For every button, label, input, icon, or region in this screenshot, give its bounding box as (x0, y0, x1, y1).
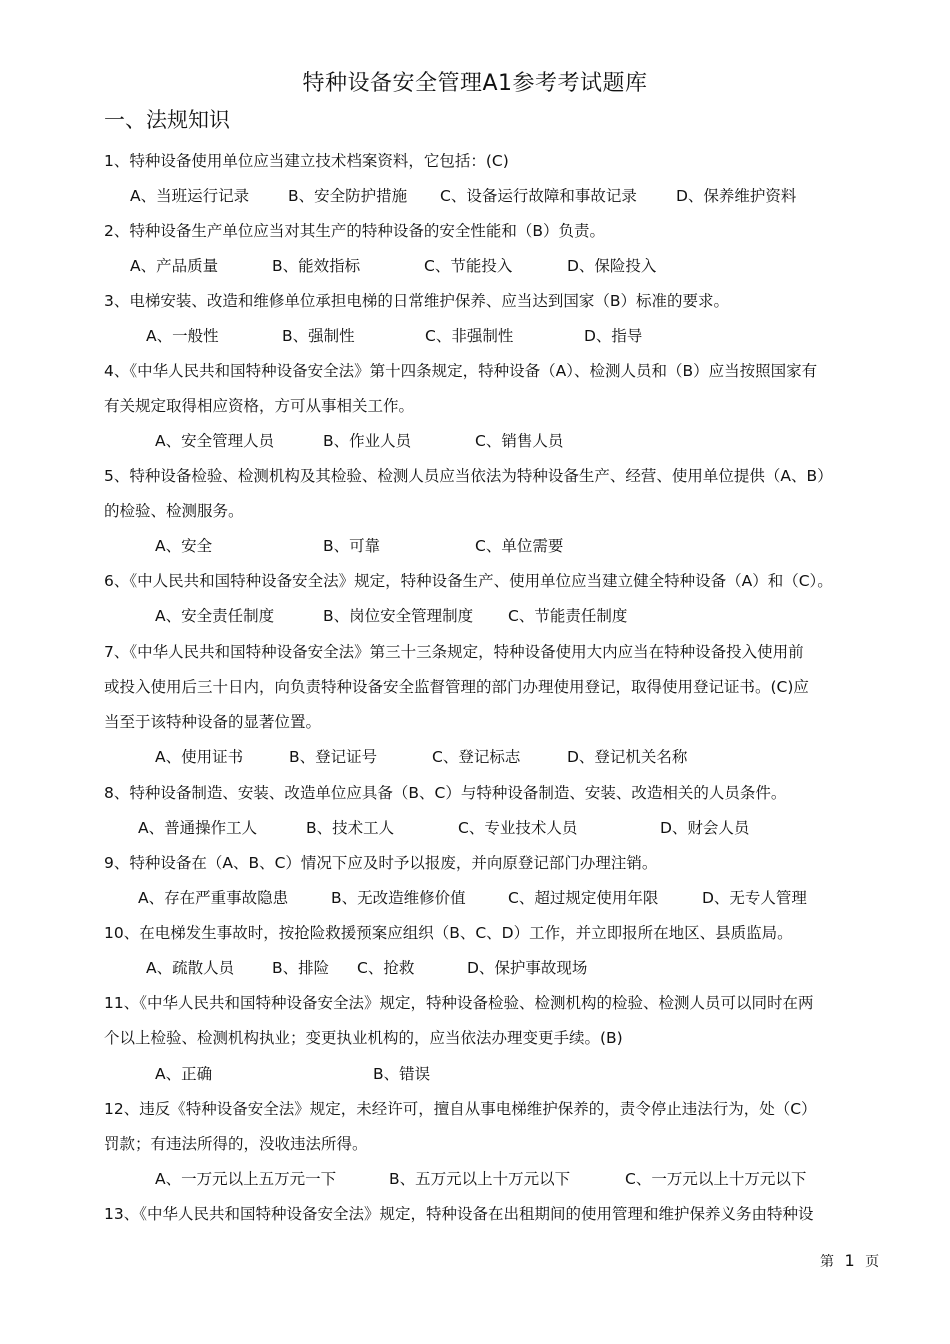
question-5-continued: 的检验、检测服务。 (104, 502, 244, 520)
question-6: 6、《中人民共和国特种设备安全法》规定，特种设备生产、使用单位应当建立健全特种设备（A）和（C）。 (104, 572, 833, 590)
option-d: D、保险投入 (567, 257, 657, 275)
option-a: A、当班运行记录 (130, 187, 250, 205)
footer-suffix: 页 (865, 1254, 880, 1270)
footer-prefix: 第 (820, 1254, 834, 1270)
option-c: C、销售人员 (475, 432, 564, 450)
question-4-continued: 有关规定取得相应资格，方可从事相关工作。 (104, 397, 415, 415)
document-title: 特种设备安全管理A1参考考试题库 (302, 71, 648, 96)
question-12-continued: 罚款；有违法所得的，没收违法所得。 (104, 1135, 368, 1153)
question-10: 10、在电梯发生事故时，按抢险救援预案应组织（B、C、D）工作，并立即报所在地区、县质监局。 (104, 924, 793, 942)
question-1: 1、特种设备使用单位应当建立技术档案资料，它包括：(C) (104, 152, 509, 170)
question-4: 4、《中华人民共和国特种设备安全法》第十四条规定，特种设备（A）、检测人员和（B）应当按照国家有 (104, 362, 818, 380)
option-b: B、无改造维修价值 (331, 889, 466, 907)
question-7: 7、《中华人民共和国特种设备安全法》第三十三条规定，特种设备使用大内应当在特种设备投入使用前 (104, 643, 804, 661)
option-c: C、专业技术人员 (458, 819, 578, 837)
section-heading: 一、法规知识 (104, 108, 230, 132)
option-c: C、设备运行故障和事故记录 (440, 187, 637, 205)
option-c: C、超过规定使用年限 (508, 889, 659, 907)
question-12: 12、违反《特种设备安全法》规定，未经许可，擅自从事电梯维护保养的，责令停止违法行为，处（C） (104, 1100, 817, 1118)
question-11-continued: 个以上检验、检测机构执业；变更执业机构的，应当依法办理变更手续。(B) (104, 1029, 623, 1047)
question-8: 8、特种设备制造、安装、改造单位应具备（B、C）与特种设备制造、安装、改造相关的人员条件。 (104, 784, 787, 802)
question-7-continued: 或投入使用后三十日内，向负责特种设备安全监督管理的部门办理使用登记，取得使用登记证书。(C)应 (104, 678, 809, 696)
option-b: B、岗位安全管理制度 (323, 607, 474, 625)
option-d: D、保养维护资料 (676, 187, 797, 205)
option-b: B、登记证号 (289, 748, 378, 766)
option-a: A、安全管理人员 (155, 432, 275, 450)
option-b: B、安全防护措施 (288, 187, 408, 205)
option-c: C、节能投入 (424, 257, 513, 275)
option-b: B、技术工人 (306, 819, 395, 837)
option-a: A、普通操作工人 (138, 819, 258, 837)
option-b: B、强制性 (282, 327, 355, 345)
question-9: 9、特种设备在（A、B、C）情况下应及时予以报废，并向原登记部门办理注销。 (104, 854, 658, 872)
option-a: A、安全 (155, 537, 213, 555)
option-b: B、作业人员 (323, 432, 412, 450)
option-a: A、正确 (155, 1065, 213, 1083)
option-c: C、登记标志 (432, 748, 521, 766)
question-7-continued-2: 当至于该特种设备的显著位置。 (104, 713, 322, 731)
question-5: 5、特种设备检验、检测机构及其检验、检测人员应当依法为特种设备生产、经营、使用单位提供（A、B） (104, 467, 833, 485)
question-2: 2、特种设备生产单位应当对其生产的特种设备的安全性能和（B）负责。 (104, 222, 605, 240)
option-b: B、可靠 (323, 537, 381, 555)
option-a: A、一万元以上五万元一下 (155, 1170, 337, 1188)
option-d: D、指导 (584, 327, 643, 345)
page-footer (820, 1251, 879, 1271)
option-a: A、安全责任制度 (155, 607, 275, 625)
page-number: 1 (844, 1251, 855, 1270)
option-c: C、抢救 (357, 959, 415, 977)
question-11: 11、《中华人民共和国特种设备安全法》规定，特种设备检验、检测机构的检验、检测人员可以同时在两 (104, 994, 814, 1012)
option-c: C、一万元以上十万元以下 (625, 1170, 807, 1188)
option-c: C、单位需要 (475, 537, 564, 555)
option-a: A、产品质量 (130, 257, 219, 275)
option-d: D、保护事故现场 (467, 959, 588, 977)
option-b: B、能效指标 (272, 257, 361, 275)
question-13: 13、《中华人民共和国特种设备安全法》规定，特种设备在出租期间的使用管理和维护保养义务由特种设 (104, 1205, 814, 1223)
question-3: 3、电梯安装、改造和维修单位承担电梯的日常维护保养、应当达到国家（B）标准的要求。 (104, 292, 729, 310)
option-d: D、无专人管理 (702, 889, 807, 907)
option-a: A、使用证书 (155, 748, 244, 766)
option-c: C、节能责任制度 (508, 607, 628, 625)
option-a: A、疏散人员 (146, 959, 235, 977)
option-d: D、财会人员 (660, 819, 750, 837)
option-d: D、登记机关名称 (567, 748, 688, 766)
option-b: B、排险 (272, 959, 330, 977)
option-c: C、非强制性 (425, 327, 514, 345)
option-a: A、存在严重事故隐患 (138, 889, 289, 907)
option-b: B、五万元以上十万元以下 (389, 1170, 571, 1188)
option-b: B、错误 (373, 1065, 431, 1083)
option-a: A、一般性 (146, 327, 219, 345)
